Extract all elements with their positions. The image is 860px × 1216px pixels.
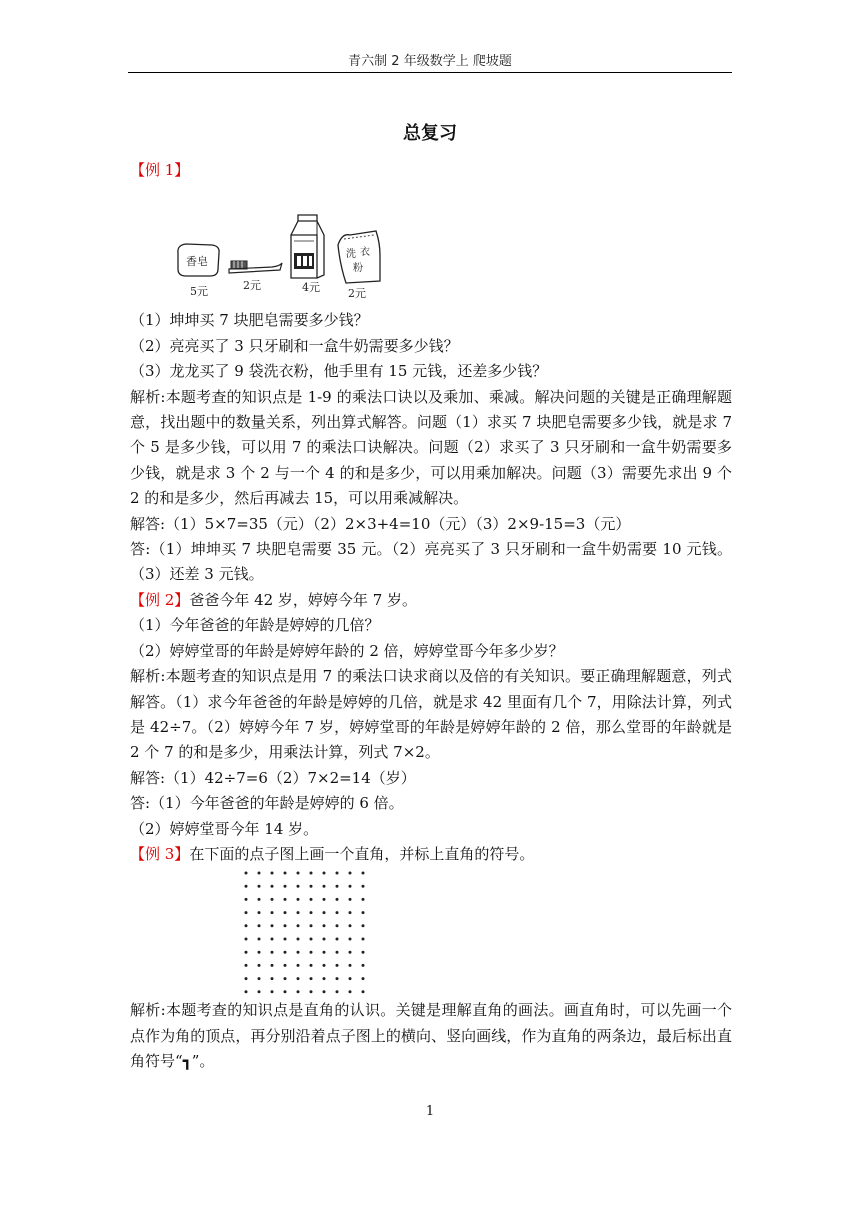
content <box>130 158 732 1075</box>
grid-dot[interactable] <box>297 938 300 941</box>
grid-dot[interactable] <box>362 885 365 888</box>
grid-dot[interactable] <box>336 938 339 941</box>
grid-dot[interactable] <box>245 885 248 888</box>
grid-dot[interactable] <box>258 964 261 967</box>
grid-dot[interactable] <box>362 911 365 914</box>
grid-dot[interactable] <box>271 911 274 914</box>
goods-svg <box>130 183 390 308</box>
grid-dot[interactable] <box>245 898 248 901</box>
grid-dot[interactable] <box>271 964 274 967</box>
grid-dot[interactable] <box>245 951 248 954</box>
example-2-solution: 解答:（1）42÷7=6（2）7×2=14（岁） <box>130 768 416 787</box>
grid-dot[interactable] <box>297 872 300 875</box>
example-1-answer: 答:（1）坤坤买 7 块肥皂需要 35 元。（2）亮亮买了 3 只牙刷和一盒牛奶需要 10 元钱。（3）还差 3 元钱。 <box>130 540 732 584</box>
example-3-analysis: 解析:本题考查的知识点是直角的认识。关键是理解直角的画法。画直角时，可以先画一个点作为角的顶点，再分别沿着点子图上的横向、竖向画线，作为直角的两条边，最后标出直角符号“┓”。 <box>130 1001 732 1071</box>
grid-dot[interactable] <box>323 911 326 914</box>
example-3-stem: 在下面的点子图上画一个直角，并标上直角的符号。 <box>189 844 535 863</box>
grid-dot[interactable] <box>310 964 313 967</box>
grid-dot[interactable] <box>271 925 274 928</box>
grid-dot[interactable] <box>245 925 248 928</box>
grid-dot[interactable] <box>349 938 352 941</box>
grid-dot[interactable] <box>362 951 365 954</box>
detergent-bag-icon <box>338 231 380 283</box>
grid-dot[interactable] <box>284 938 287 941</box>
example-3-stem-line <box>130 842 732 867</box>
grid-dot[interactable] <box>336 872 339 875</box>
example-1-q2: （2）亮亮买了 3 只牙刷和一盒牛奶需要多少钱？ <box>130 336 459 355</box>
grid-dot[interactable] <box>284 898 287 901</box>
dot-grid-svg[interactable] <box>130 867 390 998</box>
grid-dot[interactable] <box>349 951 352 954</box>
grid-dot[interactable] <box>336 898 339 901</box>
page-header: 青六制 2 年级数学上 爬坡题 <box>348 54 512 69</box>
dot-grid[interactable] <box>130 867 732 998</box>
grid-dot[interactable] <box>336 925 339 928</box>
example-2-tag: 【例 2】 <box>130 590 190 609</box>
grid-dot[interactable] <box>336 991 339 994</box>
grid-dot[interactable] <box>310 925 313 928</box>
grid-dot[interactable] <box>349 925 352 928</box>
grid-dot[interactable] <box>258 872 261 875</box>
grid-dot[interactable] <box>310 977 313 980</box>
goods-illustration <box>130 183 732 308</box>
grid-dot[interactable] <box>258 911 261 914</box>
grid-dot[interactable] <box>271 991 274 994</box>
grid-dot[interactable] <box>349 911 352 914</box>
grid-dot[interactable] <box>349 872 352 875</box>
grid-dot[interactable] <box>258 977 261 980</box>
soap-price: 5元 <box>190 285 208 299</box>
grid-dot[interactable] <box>310 898 313 901</box>
grid-dot[interactable] <box>284 872 287 875</box>
grid-dot[interactable] <box>323 885 326 888</box>
grid-dot[interactable] <box>310 872 313 875</box>
grid-dot[interactable] <box>349 964 352 967</box>
example-2-stem: 爸爸今年 42 岁，婷婷今年 7 岁。 <box>189 590 418 609</box>
example-1-tag: 【例 1】 <box>130 161 190 179</box>
grid-dot[interactable] <box>349 885 352 888</box>
grid-dot[interactable] <box>336 964 339 967</box>
grid-dot[interactable] <box>284 925 287 928</box>
grid-dot[interactable] <box>245 964 248 967</box>
grid-dot[interactable] <box>323 964 326 967</box>
header-rule <box>128 72 732 73</box>
toothbrush-price: 2元 <box>243 279 261 293</box>
example-3-tag: 【例 3】 <box>130 844 190 863</box>
grid-dot[interactable] <box>297 885 300 888</box>
grid-dot[interactable] <box>271 951 274 954</box>
grid-dot[interactable] <box>349 898 352 901</box>
grid-dot[interactable] <box>336 911 339 914</box>
grid-dot[interactable] <box>297 977 300 980</box>
grid-dot[interactable] <box>297 911 300 914</box>
grid-dot[interactable] <box>258 938 261 941</box>
milk-carton-icon <box>291 215 324 278</box>
grid-dot[interactable] <box>362 977 365 980</box>
grid-dot[interactable] <box>271 872 274 875</box>
grid-dot[interactable] <box>245 938 248 941</box>
grid-dot[interactable] <box>362 991 365 994</box>
svg-text:粉: 粉 <box>353 263 363 275</box>
grid-dot[interactable] <box>310 951 313 954</box>
example-2-q2: （2）婷婷堂哥的年龄是婷婷年龄的 2 倍，婷婷堂哥今年多少岁？ <box>130 641 564 660</box>
example-1-heading <box>130 158 732 183</box>
grid-dot[interactable] <box>258 885 261 888</box>
soap-icon <box>178 244 219 276</box>
grid-dot[interactable] <box>310 938 313 941</box>
grid-dot[interactable] <box>323 977 326 980</box>
example-2-analysis: 解析:本题考查的知识点是用 7 的乘法口诀求商以及倍的有关知识。要正确理解题意，列式解答。（1）求今年爸爸的年龄是婷婷的几倍，就是求 42 里面有几个 7，用除法计算，列式是 42÷7。（2）婷婷今年 7 岁，婷婷堂哥的年龄是婷婷年龄的 2 倍，那么堂哥的年龄就是 2 个 7 的和是多少，用乘法计算，列式 7×2。 <box>130 667 732 762</box>
grid-dot[interactable] <box>297 951 300 954</box>
grid-dot[interactable] <box>245 911 248 914</box>
grid-dot[interactable] <box>258 925 261 928</box>
grid-dot[interactable] <box>310 991 313 994</box>
example-2-answer-1: 答:（1）今年爸爸的年龄是婷婷的 6 倍。 <box>130 794 404 813</box>
page-number: 1 <box>425 1104 435 1119</box>
grid-dot[interactable] <box>258 991 261 994</box>
grid-dot[interactable] <box>284 951 287 954</box>
grid-dot[interactable] <box>271 938 274 941</box>
grid-dot[interactable] <box>271 977 274 980</box>
example-2-stem-line <box>130 588 732 613</box>
grid-dot[interactable] <box>323 872 326 875</box>
grid-dot[interactable] <box>245 991 248 994</box>
example-1-q1: （1）坤坤买 7 块肥皂需要多少钱？ <box>130 311 369 330</box>
soap-label: 香皂 <box>186 255 208 269</box>
grid-dot[interactable] <box>258 898 261 901</box>
grid-dot[interactable] <box>362 938 365 941</box>
grid-dot[interactable] <box>245 977 248 980</box>
example-1-analysis: 解析:本题考查的知识点是 1-9 的乘法口诀以及乘加、乘减。解决问题的关键是正确理解题意，找出题中的数量关系，列出算式解答。问题（1）求买 7 块肥皂需要多少钱，就是求 7 个 5 是多少钱，可以用 7 的乘法口诀解决。问题（2）求买了 3 只牙刷和一盒牛奶需要多少钱，就是求 3 个 2 与一个 4 的和是多少，可以用乘加解决。问题（3）需要先求出 9 个 2 的和是多少，然后再减去 15，可以用乘减解决。 <box>130 387 732 508</box>
grid-dot[interactable] <box>336 885 339 888</box>
grid-dot[interactable] <box>284 977 287 980</box>
example-2-q1: （1）今年爸爸的年龄是婷婷的几倍？ <box>130 616 380 635</box>
grid-dot[interactable] <box>349 991 352 994</box>
grid-dot[interactable] <box>323 898 326 901</box>
example-1-q3: （3）龙龙买了 9 袋洗衣粉，他手里有 15 元钱，还差多少钱？ <box>130 362 548 381</box>
grid-dot[interactable] <box>349 977 352 980</box>
grid-dot[interactable] <box>362 964 365 967</box>
grid-dot[interactable] <box>271 898 274 901</box>
grid-dot[interactable] <box>284 885 287 888</box>
grid-dot[interactable] <box>323 925 326 928</box>
milk-price: 4元 <box>302 281 320 295</box>
svg-text:衣: 衣 <box>360 247 370 259</box>
grid-dot[interactable] <box>258 951 261 954</box>
example-2-answer-2: （2）婷婷堂哥今年 14 岁。 <box>130 819 319 838</box>
grid-dot[interactable] <box>336 977 339 980</box>
grid-dot[interactable] <box>284 964 287 967</box>
grid-dot[interactable] <box>297 925 300 928</box>
svg-text:洗: 洗 <box>346 249 356 261</box>
grid-dot[interactable] <box>245 872 248 875</box>
grid-dot[interactable] <box>284 911 287 914</box>
grid-dot[interactable] <box>323 991 326 994</box>
toothbrush-icon <box>229 261 282 273</box>
grid-dot[interactable] <box>362 872 365 875</box>
grid-dot[interactable] <box>310 885 313 888</box>
grid-dot[interactable] <box>362 925 365 928</box>
grid-dot[interactable] <box>271 885 274 888</box>
grid-dot[interactable] <box>310 911 313 914</box>
page-title: 总复习 <box>403 123 457 144</box>
detergent-price: 2元 <box>348 287 366 301</box>
grid-dot[interactable] <box>297 964 300 967</box>
example-1-solution: 解答:（1）5×7=35（元）（2）2×3+4=10（元）（3）2×9-15=3（元） <box>130 514 631 533</box>
grid-dot[interactable] <box>336 951 339 954</box>
grid-dot[interactable] <box>323 951 326 954</box>
grid-dot[interactable] <box>362 898 365 901</box>
grid-dot[interactable] <box>284 991 287 994</box>
grid-dot[interactable] <box>297 991 300 994</box>
grid-dot[interactable] <box>323 938 326 941</box>
grid-dot[interactable] <box>297 898 300 901</box>
